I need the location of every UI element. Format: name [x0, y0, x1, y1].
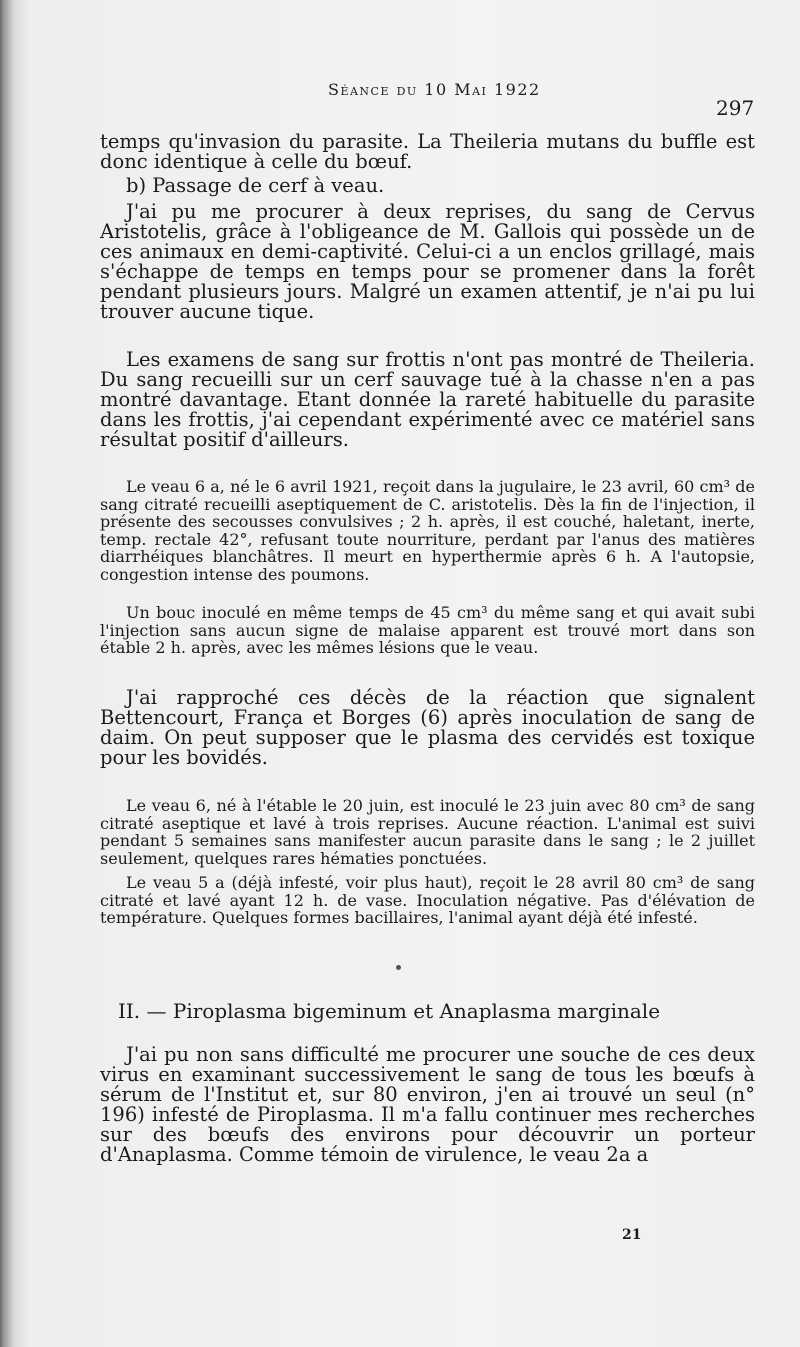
paragraph-veau-6a [100, 478, 755, 584]
signature-mark: 21 [622, 1227, 642, 1243]
paragraph-theileria-conclusion [100, 132, 755, 172]
paragraph-veau-6 [100, 797, 755, 867]
body-text: J'ai pu me procurer à deux reprises, du sang de Cervus Aristotelis, grâce à l'obligeance de M. Gallois qui possède un de ces animaux en demi-captivité. Celui-ci a un enclos grillagé, mais s'échappe de temps en temps pour se promener dans la forêt pendant plusieurs jours. Malgré un examen attentif, je n'ai pu lui trouver aucune tique. [100, 200, 755, 323]
body-text: temps qu'invasion du parasite. La Theileria mutans du buffle est donc identique à celle du bœuf. [100, 130, 755, 173]
page-number: 297 [716, 96, 755, 120]
paragraph-cervus [100, 202, 755, 322]
subheading-cerf-veau [100, 176, 755, 196]
section-heading [118, 998, 758, 1024]
section-heading-text: II. — Piroplasma bigeminum et Anaplasma marginale [118, 999, 661, 1023]
small-text: Un bouc inoculé en même temps de 45 cm³ du même sang et qui avait subi l'injection sans aucun signe de malaise apparent est trouvé mort dans son étable 2 h. après, avec les mêmes lésions que le veau. [100, 603, 755, 658]
running-title: Séance du 10 Mai 1922 [328, 80, 541, 99]
page-header [0, 74, 800, 120]
small-text: Le veau 6, né à l'étable le 20 juin, est inoculé le 23 juin avec 80 cm³ de sang citraté aseptique et lavé à trois reprises. Aucune réaction. L'animal est suivi pendant 5 semaines sans manifester aucun parasite dans le sang ; le 2 juillet seulement, quelques rares hématies ponctuées. [100, 796, 755, 868]
paragraph-piroplasma [100, 1045, 755, 1165]
small-text: Le veau 5 a (déjà infesté, voir plus haut), reçoit le 28 avril 80 cm³ de sang citraté et lavé ayant 12 h. de vase. Inoculation négative. Pas d'élévation de température. Quelques formes bacillaires, l'animal ayant déjà été infesté. [100, 873, 755, 928]
body-text: J'ai rapproché ces décès de la réaction que signalent Bettencourt, França et Borges (6) après inoculation de sang de daim. On peut supposer que le plasma des cervidés est toxique pour les bovidés. [100, 686, 755, 769]
ink-dot [396, 965, 401, 970]
body-text: Les examens de sang sur frottis n'ont pas montré de Theileria. Du sang recueilli sur un cerf sauvage tué à la chasse n'en a pas montré davantage. Etant donnée la rareté habituelle du parasite dans les frottis, j'ai cependant expérimenté avec ce matériel sans résultat positif d'ailleurs. [100, 348, 755, 451]
small-text: Le veau 6 a, né le 6 avril 1921, reçoit dans la jugulaire, le 23 avril, 60 cm³ de sang citraté recueilli aseptiquement de C. aristotelis. Dès la fin de l'injection, il présente des secousses convulsives ; 2 h. après, il est couché, haletant, inerte, temp. rectale 42°, refusant toute nourriture, perdant par l'anus des matières diarrhéiques blanchâtres. Il meurt en hyperthermie après 6 h. A l'autopsie, congestion intense des poumons. [100, 477, 755, 584]
subheading-text: b) Passage de cerf à veau. [126, 174, 385, 197]
paragraph-veau-5a [100, 874, 755, 927]
paragraph-rapproche [100, 688, 755, 768]
body-text: J'ai pu non sans difficulté me procurer une souche de ces deux virus en examinant successivement le sang de tous les bœufs à sérum de l'Institut et, sur 80 environ, j'en ai trouvé un seul (n° 196) infesté de Piroplasma. Il m'a fallu continuer mes recherches sur des bœufs des environs pour découvrir un porteur d'Anaplasma. Comme témoin de virulence, le veau 2a a [100, 1043, 755, 1166]
paragraph-examens [100, 350, 755, 450]
paragraph-bouc [100, 604, 755, 657]
